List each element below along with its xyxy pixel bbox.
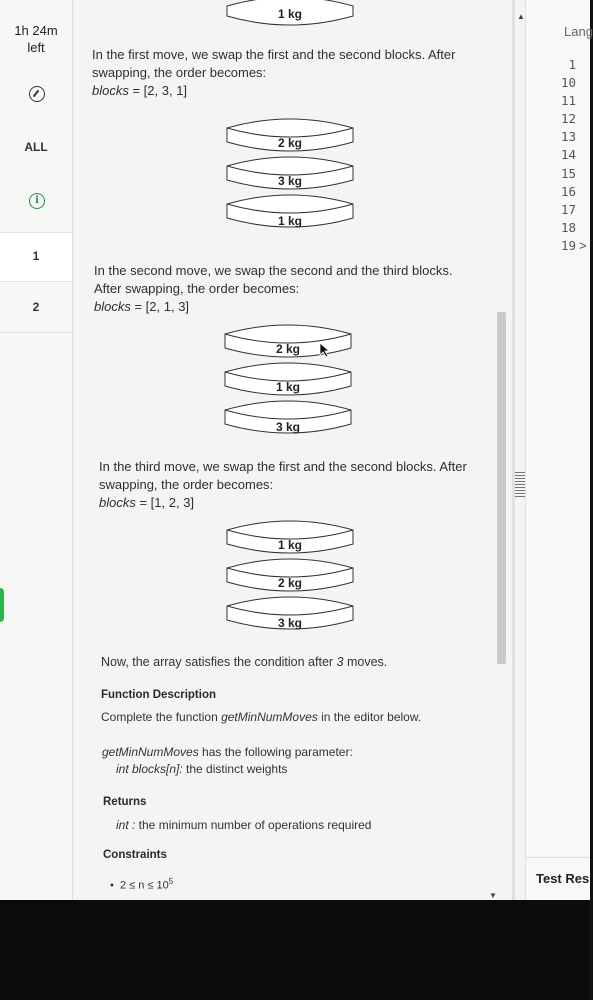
param-func: getMinNumMoves: [102, 745, 199, 759]
line-number: 10: [560, 75, 576, 91]
info-icon[interactable]: i: [29, 193, 45, 209]
block: [226, 192, 354, 226]
line-number: 13: [560, 129, 576, 145]
returns-type: int :: [116, 818, 136, 832]
move3-line1: In the third move, we swap the first and the second blocks. After: [99, 459, 467, 474]
left-sidebar: [0, 0, 73, 900]
block: [224, 398, 352, 432]
block-label: 2 kg: [277, 576, 302, 590]
splitter-grip-icon[interactable]: [515, 472, 525, 498]
language-select[interactable]: Lang: [564, 24, 593, 39]
line-number: 16: [560, 183, 576, 199]
move1-line1: In the first move, we swap the first and the second blocks. After: [92, 47, 456, 62]
move2-array: [94, 298, 452, 316]
constraint-1: 2 ≤ n ≤ 10: [119, 879, 169, 892]
line-number: 15: [560, 165, 576, 181]
block: [226, 594, 354, 628]
func-name: getMinNumMoves: [221, 710, 318, 724]
parameter-item: [116, 761, 287, 777]
chevron-right-icon[interactable]: >: [579, 238, 587, 253]
returns-text: [116, 817, 371, 833]
side-green-tab[interactable]: [0, 588, 4, 622]
line-number: 17: [560, 201, 576, 217]
line-number: 14: [560, 147, 576, 163]
line-number: 1: [568, 57, 576, 72]
refresh-icon[interactable]: [29, 86, 45, 102]
block-top: [226, 0, 354, 28]
timer-time: 1h 24m: [14, 23, 58, 38]
move2-line2: After swapping, the order becomes:: [94, 281, 300, 296]
param-desc: the distinct weights: [182, 762, 288, 776]
move1-values: = [2, 3, 1]: [128, 83, 188, 98]
func-desc-post: in the editor below.: [317, 710, 422, 724]
question-2-tab[interactable]: [0, 282, 72, 333]
cursor-icon: [318, 342, 332, 358]
block: [226, 556, 354, 590]
block-label: 3 kg: [277, 616, 302, 630]
move3-text: [99, 458, 467, 512]
conclusion: [101, 654, 387, 670]
scroll-up-arrow-icon[interactable]: ▲: [517, 12, 525, 21]
block: [226, 518, 354, 552]
returns-heading: Returns: [103, 796, 147, 808]
timer-left: left: [27, 40, 45, 55]
panel-splitter[interactable]: [512, 0, 515, 900]
block-label: 1 kg: [277, 538, 302, 552]
line-numbers: [526, 56, 576, 255]
function-description-text: [101, 709, 421, 725]
block: [226, 116, 354, 150]
block-label: 1 kg: [277, 214, 302, 228]
block-label: 2 kg: [277, 136, 302, 150]
question-2-label: 2: [32, 300, 40, 314]
problem-description: [72, 0, 512, 900]
scroll-down-arrow-icon[interactable]: ▼: [489, 891, 497, 900]
code-editor-panel: [525, 0, 593, 900]
move3-array: [99, 494, 467, 512]
move2-text: [94, 262, 452, 316]
returns-desc: the minimum number of operations required: [135, 818, 372, 832]
block: [226, 154, 354, 188]
conclusion-num: 3: [336, 655, 344, 669]
move1-line2: swapping, the order becomes:: [92, 65, 267, 80]
block-label: 3 kg: [277, 174, 302, 188]
func-desc-pre: Complete the function: [101, 710, 222, 724]
line-number: 12: [560, 111, 576, 127]
block: [224, 360, 352, 394]
question-1-label: 1: [32, 249, 40, 263]
move3-line2: swapping, the order becomes:: [99, 477, 274, 492]
time-remaining: [0, 22, 72, 56]
all-questions-button[interactable]: ALL: [24, 140, 48, 154]
block-label: 2 kg: [275, 342, 300, 356]
move1-text: [92, 46, 455, 100]
move2-line1: In the second move, we swap the second and the third blocks.: [94, 263, 453, 278]
function-description-heading: Function Description: [101, 689, 216, 701]
question-1-tab[interactable]: [0, 232, 72, 282]
block-label: 1 kg: [277, 7, 302, 21]
param-name: int blocks[n]:: [116, 762, 183, 776]
line-number: 19: [560, 237, 576, 253]
block-stack-2: [224, 318, 352, 448]
param-text: has the following parameter:: [198, 745, 353, 759]
move2-values: = [2, 1, 3]: [130, 299, 190, 314]
move3-var: blocks: [99, 495, 136, 510]
move3-values: = [1, 2, 3]: [135, 495, 195, 510]
move1-var: blocks: [92, 83, 129, 98]
constraint-item: • $2 \le n \le 10^5$: [110, 877, 174, 892]
constraint-1-exp: 5: [168, 877, 174, 886]
line-number: 11: [560, 93, 576, 109]
block-stack-3: [226, 514, 354, 644]
block-stack-1: [226, 112, 354, 252]
parameter-intro: [102, 744, 353, 760]
block: [224, 322, 352, 356]
screen-bezel: [0, 900, 589, 1000]
description-scrollbar[interactable]: [497, 312, 506, 664]
conclusion-post: moves.: [343, 655, 388, 669]
test-results-tab[interactable]: Test Res: [536, 871, 590, 886]
block-label: 1 kg: [275, 380, 300, 394]
line-number: 18: [560, 219, 576, 235]
conclusion-pre: Now, the array satisfies the condition after: [101, 655, 337, 669]
move1-array: [92, 82, 455, 100]
block-label: 3 kg: [275, 420, 300, 434]
editor-divider: [526, 857, 590, 858]
constraints-heading: Constraints: [103, 849, 167, 861]
move2-var: blocks: [94, 299, 131, 314]
